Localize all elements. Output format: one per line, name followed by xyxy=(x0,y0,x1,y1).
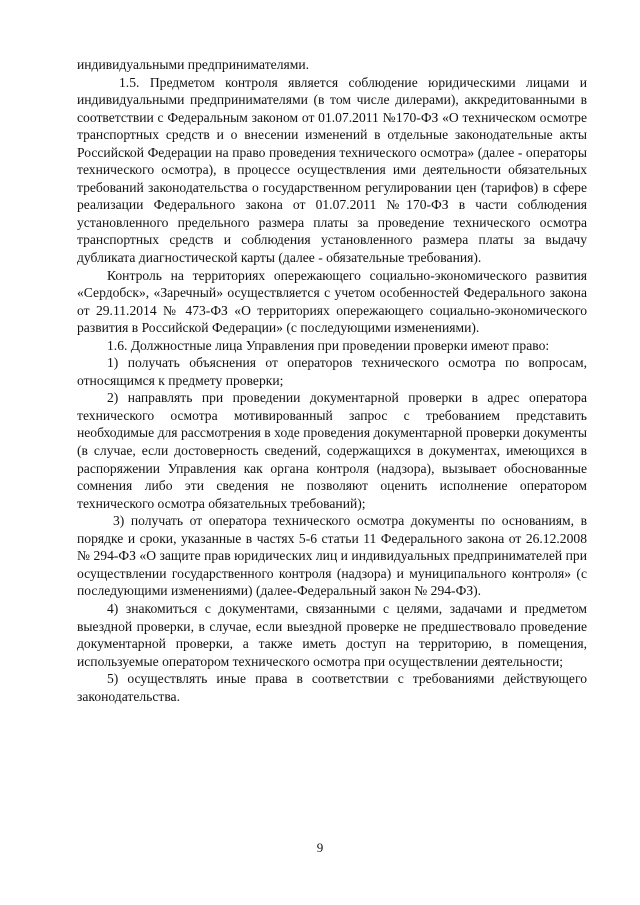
list-item-3: 3) получать от оператора технического осмотра документы по основаниям, в порядке и сроки, указанные в частях 5-6 статьи 11 Федерального закона от 26.12.2008 № 294-ФЗ «О защите прав юридических лиц и индивидуальных предпринимателей при осуществлении государственного контроля (надзора) и муниципального контроля» (с последующими изменениями) (далее-Федеральный закон № 294-ФЗ). xyxy=(77,513,587,599)
paragraph-continuation: индивидуальными предпринимателями. xyxy=(77,57,310,72)
page-number: 9 xyxy=(316,840,324,855)
paragraph-control-territories: Контроль на территориях опережающего социально-экономического развития «Сердобск», «Заречный» осуществляется с учетом особенностей Федерального закона от 29.11.2014 № 473-ФЗ «О территориях опережающего социально-экономического развития в Российской Федерации» (с последующими изменениями). xyxy=(77,267,587,336)
paragraph-1-5-subject-of-control: 1.5. Предметом контроля является соблюдение юридическими лицами и индивидуальными предпринимателями (в том числе дилерами), аккредитованными в соответствии с Федеральным законом от 01.07.2011 №170-ФЗ «О техническом осмотре транспортных средств и о внесении изменений в отдельные законодательные акты Российской Федерации на право проведения технического осмотра» (далее - операторы технического осмотра), в процессе осуществления ими деятельности обязательных требований законодательства о государственном регулировании цен (тарифов) в сфере реализации Федерального закона от 01.07.2011 №170-ФЗ в части соблюдения установленного предельного размера платы за проведение технического осмотра транспортных средств и соблюдения установленного размера платы за выдачу дубликата диагностической карты (далее - обязательные требования). xyxy=(77,74,587,266)
paragraph-1-6-officials-rights: 1.6. Должностные лица Управления при проведении проверки имеют право: xyxy=(107,337,550,353)
list-item-1: 1) получать объяснения от операторов технического осмотра по вопросам, относящимся к предмету проверки; xyxy=(77,355,587,388)
document-body xyxy=(77,56,587,705)
list-item-2: 2) направлять при проведении документарной проверки в адрес оператора технического осмотра мотивированный запрос с требованием представить необходимые для рассмотрения в ходе проведения документарной проверки документы (в случае, если достоверность сведений, содержащихся в документах, имеющихся в распоряжении Управления как органа контроля (надзора), вызывает обоснованные сомнения либо эти сведения не позволяют оценить исполнение оператором технического осмотра обязательных требований); xyxy=(77,390,587,511)
list-item-4: 4) знакомиться с документами, связанными с целями, задачами и предметом выездной проверки, в случае, если выездной проверке не предшествовало проведение документарной проверки, а также иметь доступ на территорию, в помещения, используемые оператором технического осмотра при осуществлении деятельности; xyxy=(77,600,587,669)
list-item-5: 5) осуществлять иные права в соответствии с требованиями действующего законодательства. xyxy=(77,671,587,704)
